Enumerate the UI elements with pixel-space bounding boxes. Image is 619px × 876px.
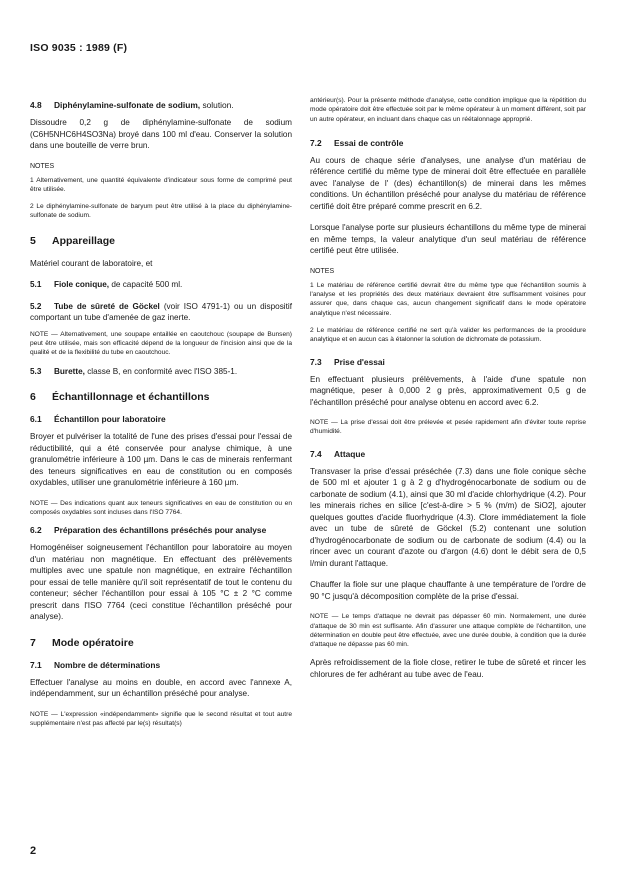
heading-4-8 [30,100,292,111]
heading-6-1 [30,414,292,425]
clause-5-2 [30,301,292,324]
note-4-8-2: 2 Le diphénylamine-sulfonate de baryum peut être utilisé à la place du diphénylamine-sulfonate de sodium. [30,203,292,220]
heading-number: 7 [30,636,36,649]
note-7-2-1: 1 Le matériau de référence certifié devrait être du même type que l'échantillon soumis à l'analyse et les propriétés des deux matériaux devraient être suffisamment voisines pour assurer que, dans chaque cas, aucun changement significatif dans le mode opératoire analytique n'est nécessaire. [310,281,586,317]
heading-title: Mode opératoire [52,636,134,649]
clause-bold: Fiole conique, [54,280,110,290]
note-6-1: NOTE — Des indications quant aux teneurs significatives en eau de constitution ou en composés oxydables sont incluses dans l'ISO 7764. [30,499,292,516]
note-7-3: NOTE — La prise d'essai doit être prélevée et pesée rapidement afin d'éviter toute reprise d'humidité. [310,419,586,436]
clause-bold: Tube de sûreté de Göckel [54,301,160,311]
clause-number: 5.2 [30,301,42,311]
heading-number: 6.1 [30,414,42,425]
heading-title: Prise d'essai [334,356,385,367]
heading-number: 7.2 [310,137,322,148]
heading-title: Diphénylamine-sulfonate de sodium, [54,100,201,110]
note-4-8-1: 1 Alternativement, une quantité équivalente d'indicateur sous forme de comprimé peut être utilisée. [30,176,292,193]
page-number: 2 [30,845,37,857]
clause-text: classe B, en conformité avec l'ISO 385-1. [84,366,238,376]
heading-5 [30,235,292,248]
heading-title: Préparation des échantillons préséchés pour analyse [54,525,267,536]
heading-7-3 [310,357,586,368]
heading-number: 7.1 [30,659,42,670]
heading-title: Nombre de déterminations [54,659,161,670]
heading-number: 4.8 [30,100,42,110]
paragraph-6-2: Homogénéiser soigneusement l'échantillon pour laboratoire au moyen d'un matériau non magnétique. En effectuant des prélèvements multiples avec une spatule non magnétique, en extraire l'échantillon pour essai de telle manière qu'il soit représentatif de tout le contenu du conteneur; sécher l'échantillon pour essai à 105 °C ± 2 °C comme prescrit dans l'ISO 7764 (ceci constitue l'échantillon préséché pour analyse). [30,543,292,622]
paragraph-4-8: Dissoudre 0,2 g de diphénylamine-sulfonate de sodium (C6H5NHC6H4SO3Na) broyé dans 100 ml d'eau. Conserver la solution dans une bouteille de verre brun. [30,118,292,150]
clause-5-3 [30,366,292,378]
clause-text: de capacité 500 ml. [109,280,183,290]
clause-number: 5.1 [30,280,42,290]
page-header: ISO 9035 : 1989 (F) [30,42,128,54]
note-5-2: NOTE — Alternativement, une soupape entaillée en caoutchouc (soupape de Bunsen) peut être utilisée, mais son efficacité dépend de la longueur de l'incision ainsi que de la qualité et de la flexibilité du tube en caoutchouc. [30,330,292,357]
paragraph-6-1: Broyer et pulvériser la totalité de l'une des prises d'essai pour l'essai de réductibilité, qui a été conservée pour analyse chimique, à une granulométrie inférieure à 100 µm. Dans le cas de minerais renfermant des teneurs significatives en eau de constitution ou en composés oxydables, utiliser une granulométrie inférieure à 160 µm. [30,432,292,488]
note-7-4: NOTE — Le temps d'attaque ne devrait pas dépasser 60 min. Normalement, une durée d'attaque de 30 min est suffisante. Afin d'assurer une attaque complète de l'échantillon, une détermination en double peut être effectuée, avec une durée double, à condition que la durée d'attaque ne dépasse pas 60 min. [310,613,586,649]
paragraph-7-1: Effectuer l'analyse au moins en double, en accord avec l'annexe A, indépendamment, sur un échantillon préséché pour analyse. [30,677,292,699]
heading-7-4 [310,449,586,460]
heading-number: 7.4 [310,448,322,459]
heading-title: Essai de contrôle [334,137,404,148]
paragraph-7-2-2: Lorsque l'analyse porte sur plusieurs échantillons du même type de minerai en même temps, la valeur analytique d'un seul matériau de référence certifié peut être utilisée. [310,223,586,256]
clause-5-1 [30,279,292,291]
clause-bold: Burette, [54,366,85,376]
notes-title: NOTES [30,162,55,170]
heading-7-1 [30,660,292,671]
heading-6 [30,391,292,404]
paragraph-7-2-1: Au cours de chaque série d'analyses, une analyse d'un matériau de référence certifié du même type de minerai doit être effectuée en parallèle avec l'analyse de l' (des) échantillon(s) de minerai dans les mêmes conditions. Un échantillon préséché pour analyse du matériau de référence certifié doit être préparé comme prescrit en 6.2. [310,155,586,211]
paragraph-5: Matériel courant de laboratoire, et [30,258,153,268]
heading-title: Échantillon pour laboratoire [54,414,166,425]
note-7-2-2: 2 Le matériau de référence certifié ne sert qu'à valider les performances de la procédure analytique et en aucun cas à étalonner la solution de dichromate de potassium. [310,327,586,344]
paragraph-7-4-3: Après refroidissement de la fiole close, retirer le tube de sûreté et rincer les chlorures de fer adhérant au tube avec de l'eau. [310,658,586,679]
note-7-1: NOTE — L'expression «indépendamment» signifie que le second résultat et tout autre supplémentaire n'est pas affecté par le(s) résultat(s) [30,710,292,727]
heading-number: 6.2 [30,525,42,536]
heading-number: 7.3 [310,356,322,367]
clause-text: (voir ISO 4791-1) ou un dispositif comportant un tube d'amenée de gaz inerte. [30,301,292,323]
heading-6-2 [30,525,292,536]
left-column [30,100,292,736]
heading-number: 6 [30,391,36,404]
notes-title: NOTES [310,267,335,275]
heading-title: Échantillonnage et échantillons [52,391,210,404]
paragraph-7-4-1: Transvaser la prise d'essai préséchée (7.3) dans une fiole conique sèche de 500 ml et ajouter 1 g à 2 g d'hydrogénocarbonate de sodium ou de carbonate de sodium (4.1), ainsi que 30 ml d'acide chlorhydrique (4.2). Pour les minerais riches en silice [c'est-à-dire > 5 % (m/m) de SiO2], ajouter quelques gouttes d'acide fluorhydrique (4.3). Clore immédiatement la fiole avec un tube de sûreté de Göckel (5.2) contenant une solution d'hydrogénocarbonate de sodium ou de carbonate de sodium (4.4) ou la rincer avec un courant d'azote ou d'argon (4.6) dont le débit sera de 0,5 l/min durant l'attaque. [310,466,586,568]
paragraph-7-3: En effectuant plusieurs prélèvements, à l'aide d'une spatule non magnétique, peser à 0,000 2 g près, approximativement 0,5 g de l'échantillon préséché pour analyse obtenu en accord avec 6.2. [310,374,586,407]
heading-7-2 [310,138,586,149]
paragraph-7-4-2: Chauffer la fiole sur une plaque chauffante à une température de l'ordre de 90 °C jusqu'à décomposition complète de la prise d'essai. [310,580,586,601]
note-7-1-continued: antérieur(s). Pour la présente méthode d'analyse, cette condition implique que la répétition du mode opératoire doit être effectuée soit par le même opérateur à un moment différent, soit par un autre opérateur, en incluant dans chaque cas un réétalonnage approprié. [310,97,586,123]
heading-number: 5 [30,234,36,247]
right-column [310,96,586,690]
clause-number: 5.3 [30,366,42,376]
heading-tail: solution. [200,100,234,110]
heading-7 [30,637,292,650]
heading-title: Appareillage [52,234,116,247]
heading-title: Attaque [334,448,366,459]
